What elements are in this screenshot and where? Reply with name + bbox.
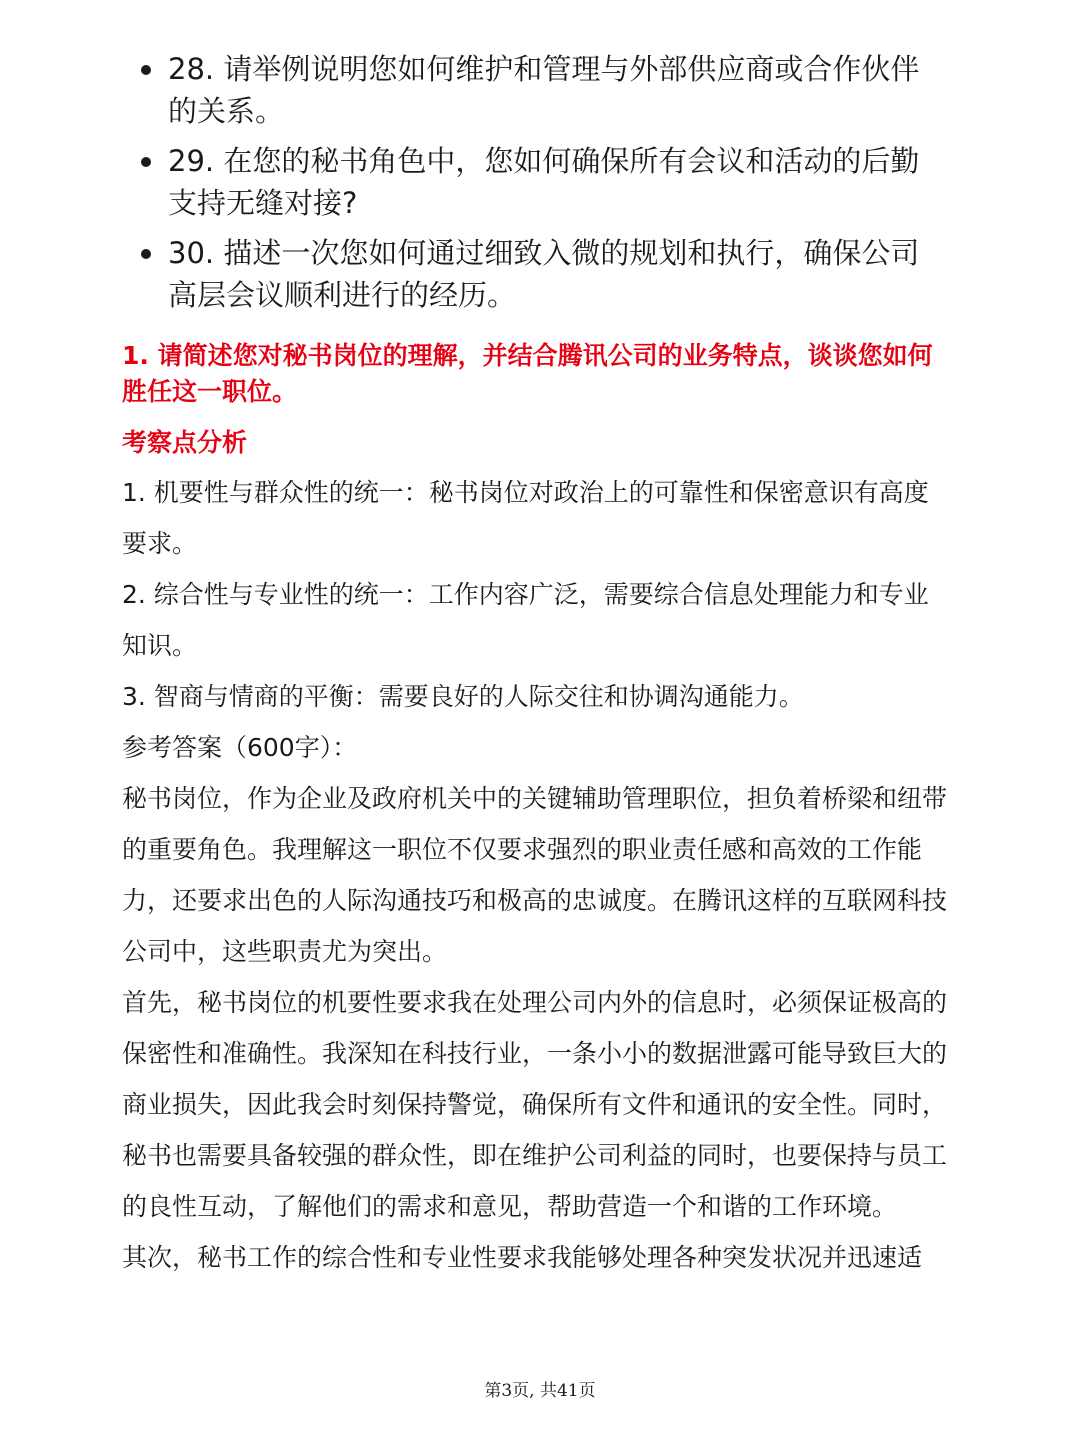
analysis-point: 3. 智商与情商的平衡：需要良好的人际交往和协调沟通能力。 xyxy=(122,682,804,711)
list-item-text: 29. 在您的秘书角色中，您如何确保所有会议和活动的后勤支持无缝对接? xyxy=(168,144,920,220)
analysis-point: 2. 综合性与专业性的统一：工作内容广泛，需要综合信息处理能力和专业知识。 xyxy=(122,580,929,660)
list-item xyxy=(168,140,948,224)
bullet-dot-icon xyxy=(141,65,151,75)
analysis-point: 1. 机要性与群众性的统一：秘书岗位对政治上的可靠性和保密意识有高度要求。 xyxy=(122,478,929,558)
question-list xyxy=(0,48,1080,324)
answer-label: 参考答案（600字）： xyxy=(122,733,358,762)
answer-paragraph: 其次，秘书工作的综合性和专业性要求我能够处理各种突发状况并迅速适 xyxy=(122,1243,923,1272)
list-item-text: 28. 请举例说明您如何维护和管理与外部供应商或合作伙伴的关系。 xyxy=(168,52,920,128)
list-item xyxy=(168,48,948,132)
list-item-text: 30. 描述一次您如何通过细致入微的规划和执行，确保公司高层会议顺利进行的经历。 xyxy=(168,236,920,312)
answer-paragraph: 秘书岗位，作为企业及政府机关中的关键辅助管理职位，担负着桥梁和纽带的重要角色。我理解这一职位不仅要求强烈的职业责任感和高效的工作能力，还要求出色的人际沟通技巧和极高的忠诚度。在腾讯这样的互联网科技公司中，这些职责尤为突出。 xyxy=(122,784,948,966)
list-item xyxy=(168,232,948,316)
analysis-title: 考察点分析 xyxy=(122,428,248,457)
answer-paragraph: 首先，秘书岗位的机要性要求我在处理公司内外的信息时，必须保证极高的保密性和准确性。我深知在科技行业，一条小小的数据泄露可能导致巨大的商业损失，因此我会时刻保持警觉，确保所有文件和通讯的安全性。同时，秘书也需要具备较强的群众性，即在维护公司利益的同时，也要保持与员工的良性互动，了解他们的需求和意见，帮助营造一个和谐的工作环境。 xyxy=(122,988,948,1221)
bullet-dot-icon xyxy=(141,157,151,167)
question-heading: 1. 请简述您对秘书岗位的理解，并结合腾讯公司的业务特点，谈谈您如何胜任这一职位。 xyxy=(122,341,933,406)
bullet-dot-icon xyxy=(141,249,151,259)
body-text xyxy=(122,467,952,1283)
page-number: 第3页, 共41页 xyxy=(484,1381,596,1401)
